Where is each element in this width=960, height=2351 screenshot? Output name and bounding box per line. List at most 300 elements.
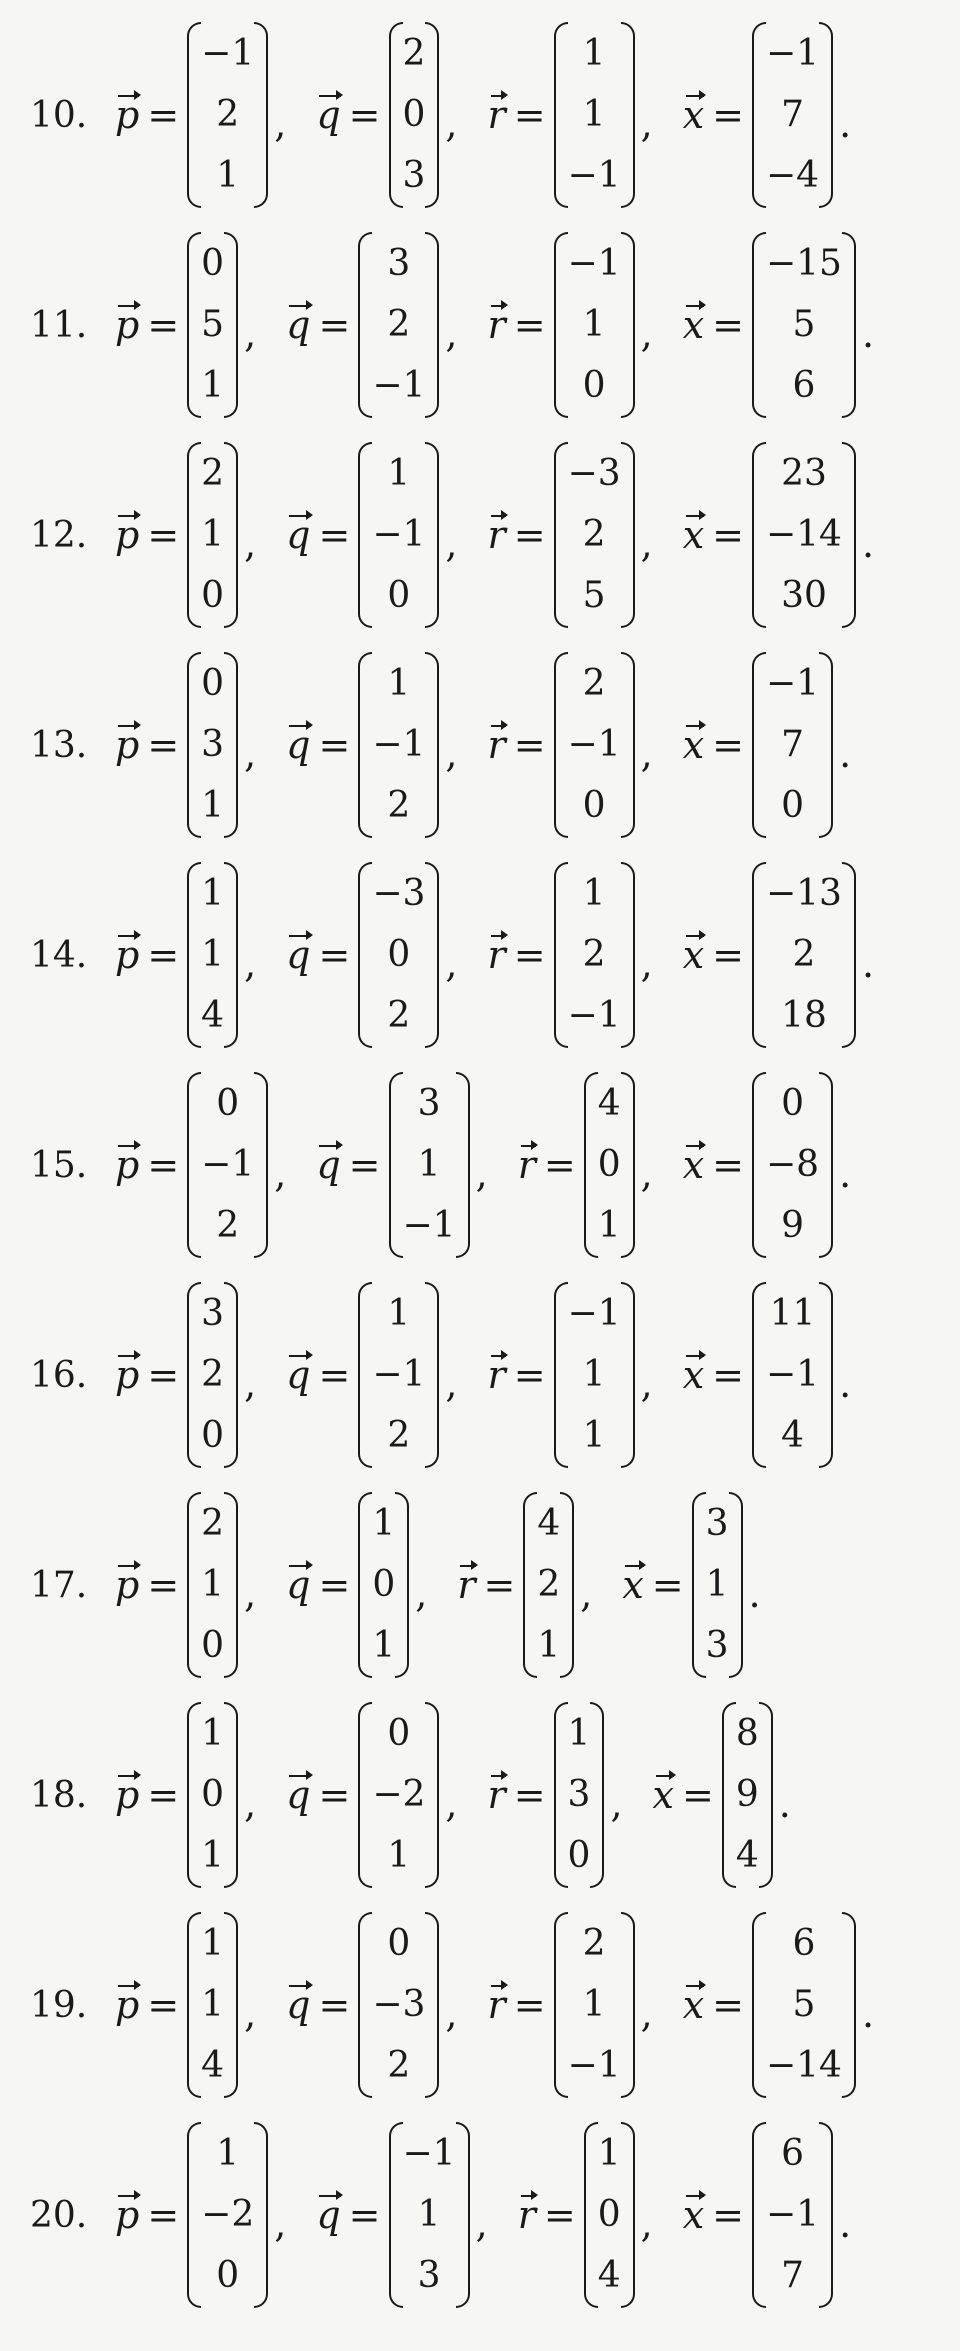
vector-r-component: 1 [582,873,606,914]
vector-row [115,1912,874,2098]
vector-r-symbol: r [487,933,506,977]
vector-q-component: 3 [402,155,426,196]
problem-item [0,2110,960,2320]
vector-x-component: −15 [765,243,842,284]
comma: , [274,1152,287,1196]
vector-r-component: 2 [582,934,606,975]
problem-item [0,1270,960,1480]
equals-sign: = [712,2193,744,2237]
vector-x-component: 6 [781,2133,804,2174]
comma: , [244,1782,257,1826]
vector-r-component: 3 [567,1774,591,1815]
vector-r-component: 2 [537,1564,561,1605]
comma: , [415,1572,428,1616]
vector-p-symbol: p [115,723,140,767]
vector-x-component: 3 [705,1503,729,1544]
vector-p-component: 2 [201,453,225,494]
vector-x-symbol: x [622,1563,644,1607]
comma: , [475,1152,488,1196]
vector-row [115,1072,851,1258]
equals-sign: = [147,2193,180,2237]
vector-x-symbol: x [682,93,705,137]
vector-r-component: 1 [582,1354,606,1395]
vector-row [115,1492,761,1678]
vector-q-matrix [358,862,439,1048]
vector-q-component: −1 [402,1205,456,1246]
vector-q-component: 1 [417,1144,441,1185]
comma: , [445,312,458,356]
vector-p-matrix [187,22,268,208]
vector-r-matrix [584,2122,635,2308]
vector-x-symbol: x [682,933,705,977]
equals-sign: = [513,1773,546,1817]
vector-x-component: −1 [765,1354,820,1395]
comma: , [610,1782,623,1826]
equals-sign: = [543,1143,576,1187]
vector-r-component: 1 [567,1713,591,1754]
problem-item [0,10,960,220]
problem-list [0,10,960,2320]
vector-x-component: 18 [781,995,827,1036]
vector-r-component: 1 [582,94,606,135]
problem-item [0,1060,960,1270]
vector-p-component: 3 [201,724,225,765]
equals-sign: = [681,1773,714,1817]
problem-number: 17. [30,1564,88,1606]
vector-r-component: 1 [582,1984,606,2025]
vector-p-component: 2 [201,1354,225,1395]
vector-q-component: −1 [372,514,426,555]
comma: , [244,522,257,566]
comma: , [475,2202,488,2246]
vector-x-component: −14 [765,2045,842,2086]
equals-sign: = [147,1983,180,2027]
vector-x-matrix [752,862,856,1048]
vector-r-component: −1 [567,995,621,1036]
equals-sign: = [147,933,180,977]
comma: , [580,1572,593,1616]
vector-x-symbol: x [682,723,705,767]
equals-sign: = [318,1983,351,2027]
vector-r-component: −3 [567,453,621,494]
vector-q-matrix [358,1912,439,2098]
vector-q-symbol: q [316,2193,341,2237]
vector-q-symbol: q [286,1353,311,1397]
vector-q-component: 1 [387,453,411,494]
vector-x-component: 9 [735,1774,759,1815]
vector-x-component: 0 [781,785,804,826]
vector-p-component: 1 [201,365,225,406]
vector-x-component: 5 [792,304,816,345]
vector-q-component: 2 [402,33,426,74]
problem-number: 14. [30,934,88,976]
equals-sign: = [651,1563,684,1607]
vector-q-matrix [358,1282,439,1468]
vector-p-symbol: p [115,1563,140,1607]
equals-sign: = [348,1143,381,1187]
vector-r-symbol: r [457,1563,476,1607]
vector-p-component: 3 [201,1293,225,1334]
vector-q-component: 0 [372,1564,396,1605]
equals-sign: = [147,1563,180,1607]
problem-item [0,430,960,640]
equals-sign: = [318,1563,351,1607]
vector-x-symbol: x [682,1353,705,1397]
vector-x-component: −8 [765,1144,820,1185]
vector-p-component: 1 [201,1923,225,1964]
problem-item [0,1900,960,2110]
vector-p-component: 1 [216,155,240,196]
vector-r-component: −1 [567,1293,621,1334]
comma: , [244,942,257,986]
period: . [861,522,875,566]
vector-p-component: 1 [201,785,225,826]
vector-x-symbol: x [682,1143,705,1187]
vector-q-component: −1 [372,1354,426,1395]
vector-x-symbol: x [652,1773,674,1817]
period: . [839,2202,852,2246]
vector-p-symbol: p [115,93,140,137]
vector-x-component: 30 [781,575,827,616]
vector-r-matrix [554,1912,635,2098]
vector-r-symbol: r [487,513,506,557]
comma: , [445,1992,458,2036]
vector-q-symbol: q [286,1983,311,2027]
vector-r-matrix [523,1492,574,1678]
comma: , [244,1992,257,2036]
period: . [839,102,852,146]
comma: , [445,732,458,776]
vector-q-symbol: q [286,933,311,977]
vector-q-component: 2 [387,995,411,1036]
vector-q-matrix [389,2122,470,2308]
vector-q-component: 1 [417,2194,441,2235]
vector-r-symbol: r [487,93,506,137]
vector-x-component: 2 [792,934,816,975]
equals-sign: = [318,513,351,557]
vector-p-component: −2 [201,2194,255,2235]
vector-row [115,1282,851,1468]
comma: , [640,1992,653,2036]
vector-p-matrix [187,1702,238,1888]
vector-p-symbol: p [115,1143,140,1187]
vector-p-component: 1 [201,1984,225,2025]
comma: , [640,1362,653,1406]
period: . [778,1782,791,1826]
vector-r-component: −1 [567,155,621,196]
vector-x-component: 7 [781,94,804,135]
vector-r-matrix [554,232,635,418]
vector-q-component: −2 [372,1774,426,1815]
equals-sign: = [712,723,744,767]
vector-p-matrix [187,1282,238,1468]
equals-sign: = [147,723,180,767]
vector-r-component: −1 [567,243,621,284]
vector-r-symbol: r [517,2193,536,2237]
equals-sign: = [147,1773,180,1817]
problem-item [0,1480,960,1690]
equals-sign: = [147,303,180,347]
vector-q-symbol: q [286,1563,311,1607]
vector-p-component: 0 [201,1625,225,1666]
vector-x-component: 6 [792,1923,816,1964]
vector-x-component: −4 [765,155,820,196]
vector-q-symbol: q [316,1143,341,1187]
vector-p-matrix [187,1492,238,1678]
comma: , [640,1152,653,1196]
vector-x-matrix [752,22,833,208]
equals-sign: = [513,1353,546,1397]
vector-x-symbol: x [682,303,705,347]
vector-p-component: 1 [201,934,225,975]
comma: , [244,732,257,776]
vector-r-component: 4 [597,2255,621,2296]
equals-sign: = [513,723,546,767]
vector-x-symbol: x [682,513,705,557]
vector-q-component: 1 [372,1625,396,1666]
vector-x-symbol: x [682,1983,705,2027]
comma: , [640,522,653,566]
problem-item [0,1690,960,1900]
comma: , [445,102,458,146]
comma: , [640,2202,653,2246]
vector-r-matrix [554,862,635,1048]
vector-x-matrix [692,1492,743,1678]
vector-r-symbol: r [487,723,506,767]
comma: , [640,942,653,986]
problem-number: 13. [30,724,88,766]
vector-q-symbol: q [286,1773,311,1817]
vector-x-component: −14 [765,514,842,555]
vector-p-matrix [187,232,238,418]
problem-number: 12. [30,514,88,556]
vector-q-component: 3 [417,2255,441,2296]
vector-r-component: 0 [567,1835,591,1876]
vector-x-component: 3 [705,1625,729,1666]
problem-number: 20. [30,2194,88,2236]
vector-r-matrix [554,22,635,208]
vector-p-symbol: p [115,2193,140,2237]
vector-q-component: −1 [402,2133,456,2174]
vector-r-component: 4 [597,1083,621,1124]
vector-r-component: 1 [582,33,606,74]
vector-q-matrix [389,22,440,208]
vector-q-component: 1 [372,1503,396,1544]
comma: , [445,942,458,986]
vector-r-matrix [554,1702,605,1888]
problem-number: 10. [30,94,88,136]
vector-q-matrix [358,1492,409,1678]
comma: , [640,102,653,146]
problem-item [0,850,960,1060]
vector-p-matrix [187,442,238,628]
vector-q-component: 0 [387,1923,411,1964]
vector-p-component: 0 [216,2255,240,2296]
problem-number: 18. [30,1774,88,1816]
vector-x-matrix [752,1912,856,2098]
period: . [861,1992,875,2036]
vector-p-symbol: p [115,513,140,557]
vector-r-component: 1 [582,1415,606,1456]
vector-x-component: −1 [765,33,820,74]
equals-sign: = [348,93,381,137]
period: . [839,732,852,776]
vector-x-component: −1 [765,2194,820,2235]
vector-x-matrix [752,2122,833,2308]
vector-x-component: 9 [781,1205,804,1246]
equals-sign: = [712,933,744,977]
vector-r-component: 1 [582,304,606,345]
comma: , [445,1362,458,1406]
vector-q-matrix [358,1702,439,1888]
vector-x-component: 6 [792,365,816,406]
equals-sign: = [513,93,546,137]
vector-p-matrix [187,652,238,838]
problem-number: 16. [30,1354,88,1396]
vector-p-component: 2 [216,1205,240,1246]
vector-p-component: −1 [201,33,255,74]
equals-sign: = [712,1353,744,1397]
vector-p-component: 0 [216,1083,240,1124]
vector-q-component: 2 [387,1415,411,1456]
vector-p-matrix [187,1912,238,2098]
equals-sign: = [318,723,351,767]
problem-item [0,220,960,430]
comma: , [640,312,653,356]
vector-x-component: 8 [735,1713,759,1754]
vector-x-component: 4 [735,1835,759,1876]
comma: , [274,2202,287,2246]
equals-sign: = [318,1353,351,1397]
vector-q-matrix [358,442,439,628]
vector-row [115,22,851,208]
equals-sign: = [513,513,546,557]
vector-row [115,1702,791,1888]
vector-x-matrix [752,1072,833,1258]
vector-p-component: 1 [201,1835,225,1876]
problem-number: 11. [30,304,88,346]
vector-q-component: 1 [387,663,411,704]
vector-q-component: 0 [387,934,411,975]
period: . [861,942,875,986]
equals-sign: = [147,93,180,137]
vector-q-component: 0 [387,1713,411,1754]
equals-sign: = [147,1143,180,1187]
vector-p-matrix [187,2122,268,2308]
vector-r-component: −1 [567,2045,621,2086]
vector-r-symbol: r [487,1773,506,1817]
vector-q-symbol: q [286,723,311,767]
vector-x-component: 0 [781,1083,804,1124]
vector-p-component: 1 [201,1713,225,1754]
comma: , [274,102,287,146]
equals-sign: = [147,1353,180,1397]
equals-sign: = [318,303,351,347]
vector-r-matrix [554,1282,635,1468]
vector-p-matrix [187,1072,268,1258]
vector-p-component: 2 [216,94,240,135]
vector-p-component: 0 [201,575,225,616]
vector-p-component: 1 [201,514,225,555]
vector-row [115,232,874,418]
equals-sign: = [543,2193,576,2237]
vector-q-matrix [358,652,439,838]
vector-x-component: 5 [792,1984,816,2025]
vector-x-component: 4 [781,1415,804,1456]
equals-sign: = [513,933,546,977]
vector-p-component: 4 [201,2045,225,2086]
vector-q-matrix [358,232,439,418]
vector-q-component: 2 [387,2045,411,2086]
vector-r-component: 1 [537,1625,561,1666]
equals-sign: = [712,93,744,137]
vector-row [115,862,874,1048]
vector-q-component: 0 [402,94,426,135]
vector-r-component: −1 [567,724,621,765]
vector-row [115,2122,851,2308]
vector-p-component: −1 [201,1144,255,1185]
vector-r-component: 1 [597,1205,621,1246]
vector-p-symbol: p [115,1773,140,1817]
vector-p-component: 4 [201,995,225,1036]
vector-q-component: −1 [372,365,426,406]
vector-p-component: 2 [201,1503,225,1544]
vector-r-component: 0 [597,1144,621,1185]
equals-sign: = [712,1143,744,1187]
vector-q-symbol: q [286,513,311,557]
comma: , [244,1362,257,1406]
equals-sign: = [348,2193,381,2237]
vector-p-component: 1 [216,2133,240,2174]
equals-sign: = [483,1563,516,1607]
vector-x-matrix [752,652,833,838]
equals-sign: = [318,1773,351,1817]
equals-sign: = [513,303,546,347]
vector-x-matrix [752,442,856,628]
vector-q-matrix [389,1072,470,1258]
vector-p-matrix [187,862,238,1048]
equals-sign: = [712,513,744,557]
equals-sign: = [513,1983,546,2027]
vector-r-component: 4 [537,1503,561,1544]
equals-sign: = [712,303,744,347]
vector-r-component: 2 [582,1923,606,1964]
problem-item [0,640,960,850]
vector-x-matrix [722,1702,773,1888]
vector-p-symbol: p [115,1353,140,1397]
vector-r-component: 1 [597,2133,621,2174]
vector-r-component: 0 [597,2194,621,2235]
vector-p-component: 0 [201,1774,225,1815]
vector-p-symbol: p [115,933,140,977]
vector-q-component: 0 [387,575,411,616]
vector-x-component: −13 [765,873,842,914]
vector-p-component: 0 [201,1415,225,1456]
vector-x-component: 7 [781,724,804,765]
comma: , [445,522,458,566]
vector-q-component: 2 [387,785,411,826]
vector-q-component: 3 [417,1083,441,1124]
problem-number: 15. [30,1144,88,1186]
vector-q-component: −3 [372,873,426,914]
vector-r-matrix [554,652,635,838]
period: . [839,1362,852,1406]
vector-r-symbol: r [517,1143,536,1187]
vector-q-symbol: q [286,303,311,347]
equals-sign: = [147,513,180,557]
comma: , [640,732,653,776]
vector-q-symbol: q [316,93,341,137]
